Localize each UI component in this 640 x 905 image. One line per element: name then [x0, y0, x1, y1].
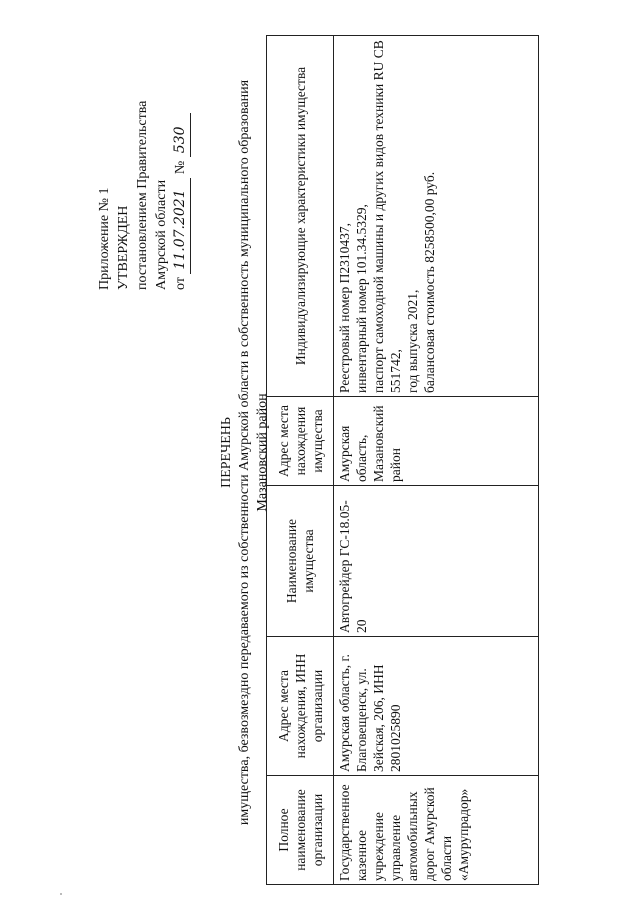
cell-organization-name: Государственное казенное учреждение управление автомобильных дорог Амурской области «Амурупрадор»: [334, 776, 539, 885]
date-prefix: от: [173, 277, 188, 290]
approved-label: УТВЕРЖДЕН: [116, 205, 131, 290]
approved-by-line: постановлением Правительства: [135, 100, 150, 290]
number-prefix: №: [173, 160, 188, 175]
header-organization-address: Адрес места нахождения, ИНН организации: [267, 637, 334, 776]
heading-title: ПЕРЕЧЕНЬ: [219, 417, 234, 488]
cell-property-characteristics: Реестровый номер П2310437, инвентарный номер 101.34.5329, паспорт самоходной машины и других видов техники RU СВ 551742, год выпуска 2021, балансовая стоимость 8258500,00 руб.: [334, 36, 539, 397]
cell-property-name: Автогрейдер ГС-18.05-20: [334, 486, 539, 637]
decree-date-line: [171, 20, 191, 290]
header-property-location: Адрес места нахождения имущества: [267, 397, 334, 486]
cell-organization-address: Амурская область, г. Благовещенск, ул. Зейская, 206, ИНН 2801025890: [334, 637, 539, 776]
cell-property-location: Амурская область, Мазановский район: [334, 397, 539, 486]
heading-line-1: имущества, безвозмездно передаваемого из собственности Амурской области в собственность муниципального образования: [237, 79, 252, 826]
approval-stamp: [95, 20, 191, 290]
header-property-name: Наименование имущества: [267, 486, 334, 637]
decree-number: 530: [171, 113, 191, 157]
table-row: [334, 36, 539, 885]
decree-date: 11.07.2021: [171, 178, 191, 274]
region-line: Амурской области: [154, 179, 169, 290]
heading-line-2: Мазановский район: [255, 393, 270, 512]
appendix-number: Приложение № 1: [97, 187, 112, 290]
property-table: [266, 35, 539, 885]
table-header-row: [267, 36, 334, 885]
header-organization-name: Полное наименование организации: [267, 776, 334, 885]
header-property-characteristics: Индивидуализирующие характеристики имущества: [267, 36, 334, 397]
scan-dot: [60, 893, 62, 895]
document-heading: [218, 0, 272, 905]
